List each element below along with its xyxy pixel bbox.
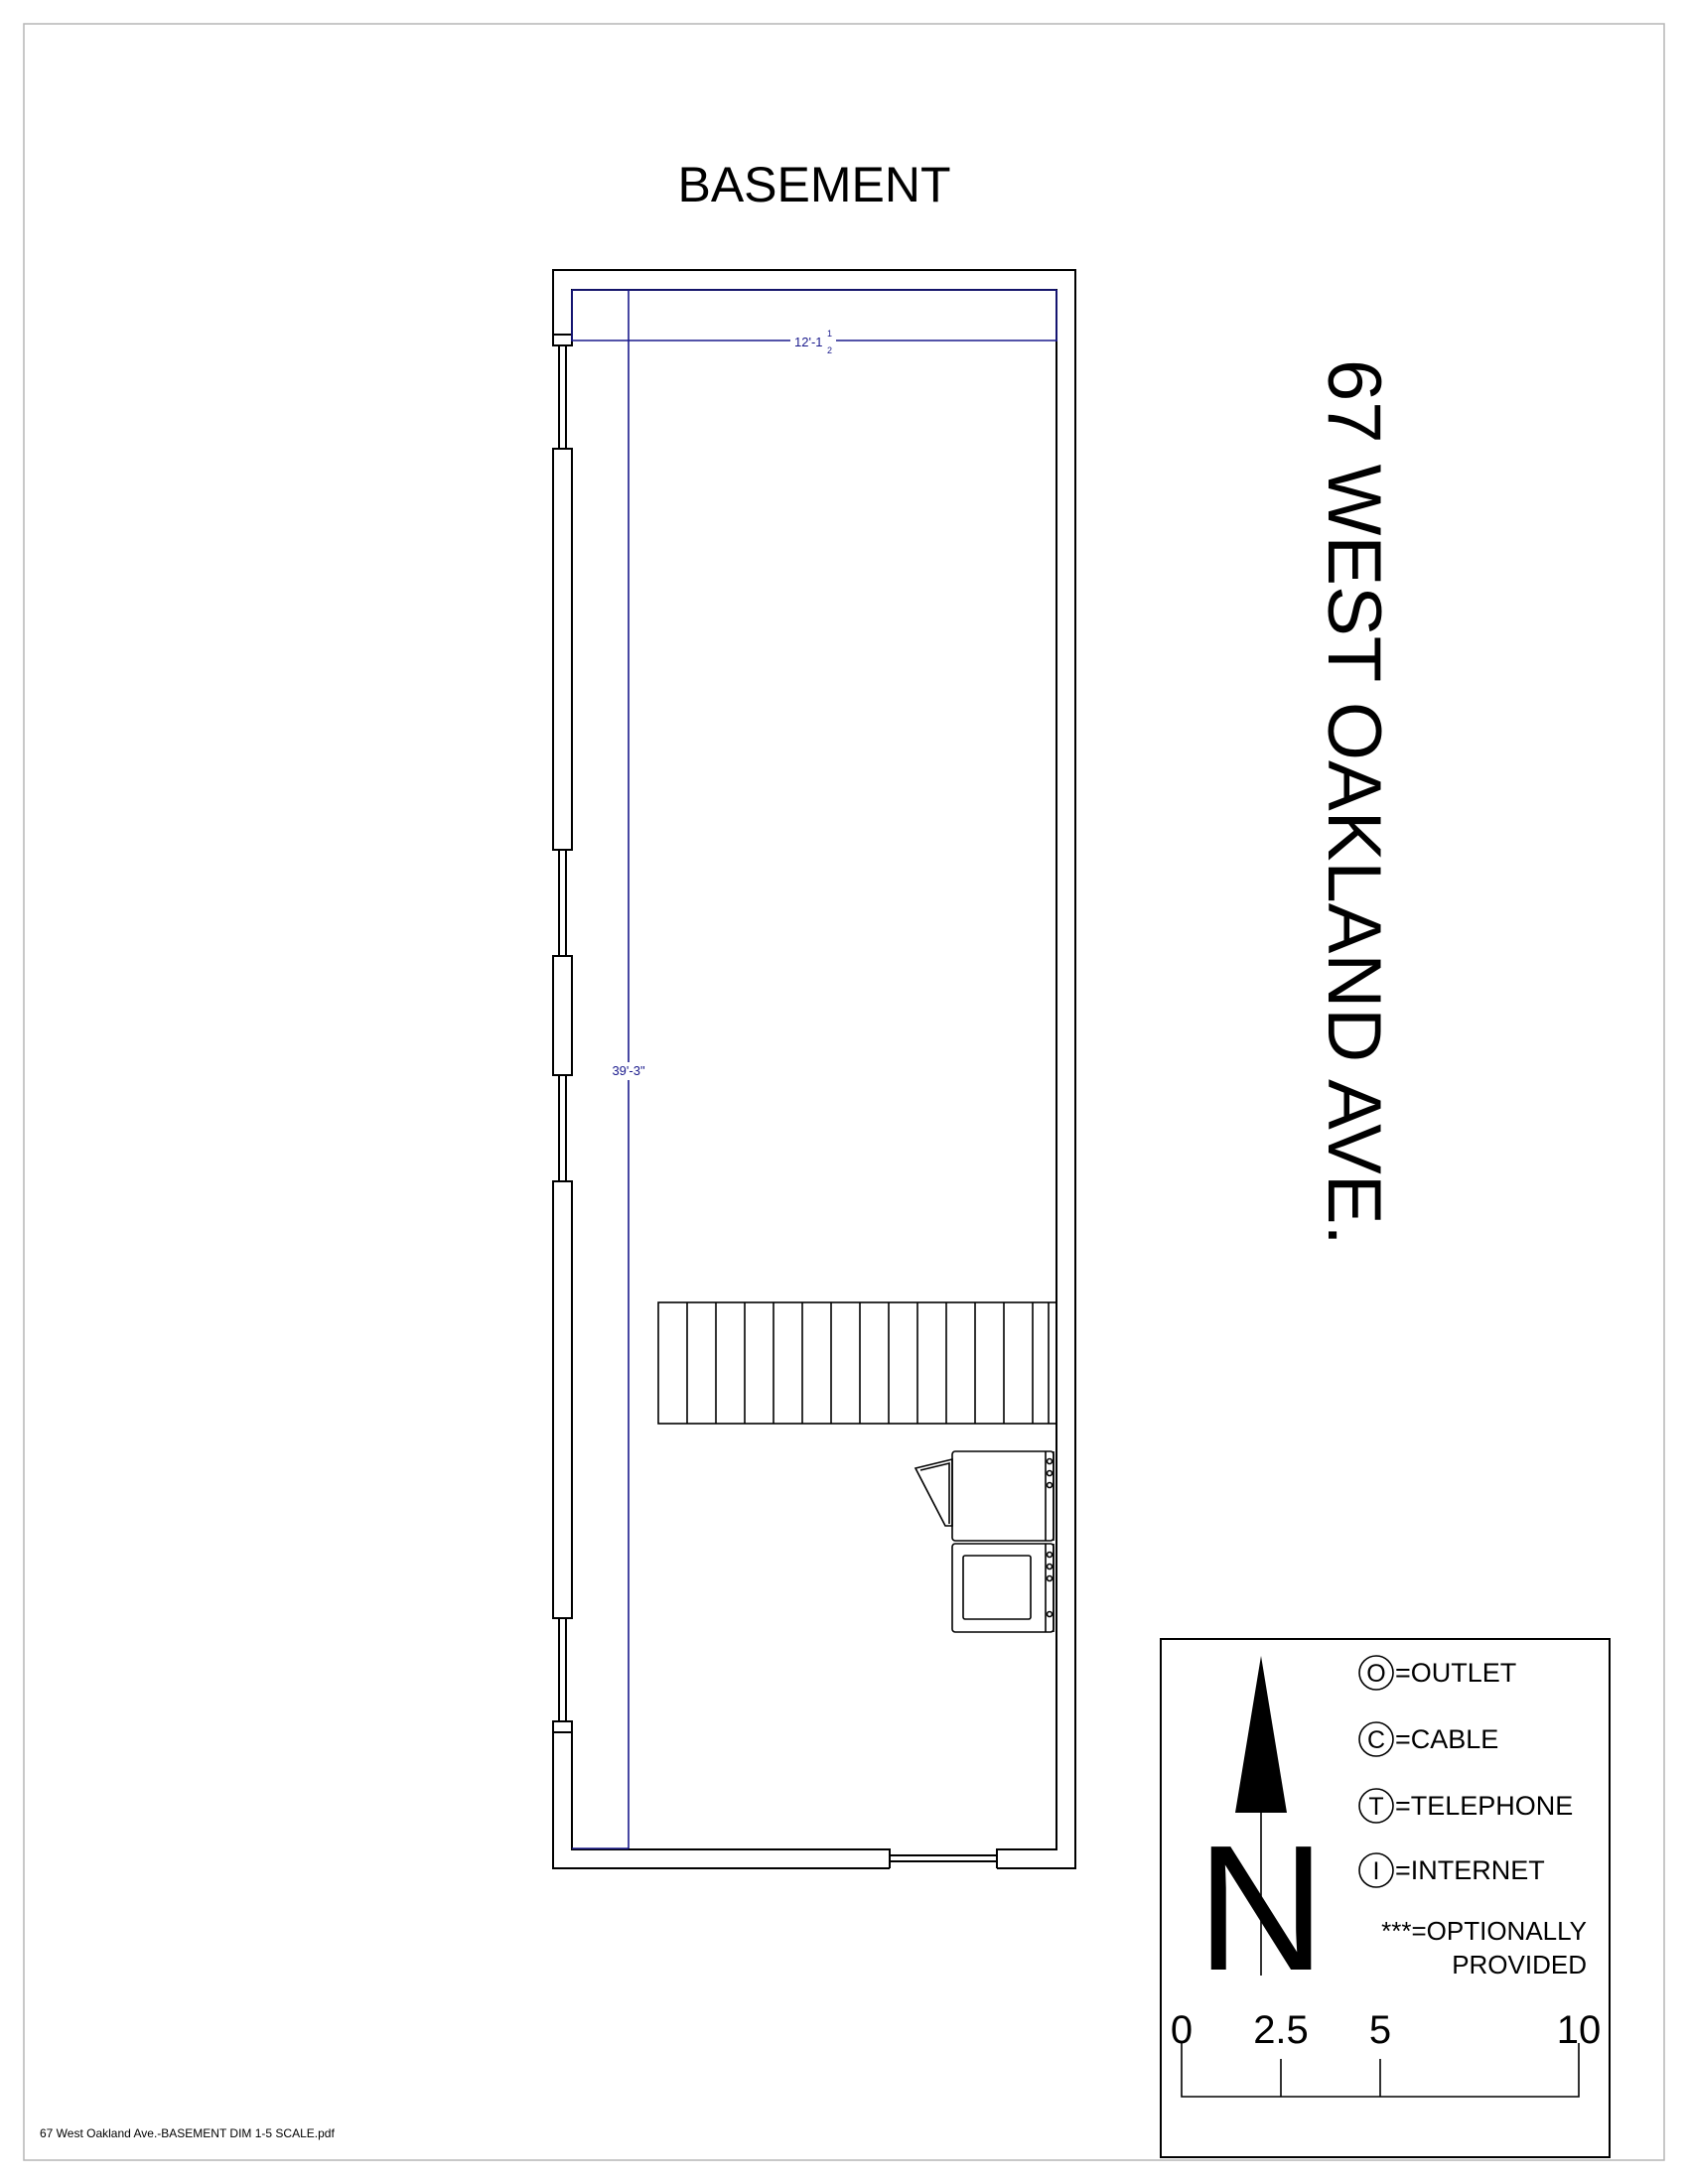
- scale-tick-label: 10: [1556, 2008, 1602, 2052]
- legend-box: [1161, 1639, 1610, 2157]
- legend-item-cable: [1359, 1722, 1498, 1756]
- scale-tick-label: 2.5: [1253, 2008, 1309, 2052]
- width-dimension-fraction-num: 1: [827, 329, 833, 339]
- legend-symbol: O: [1366, 1660, 1386, 1688]
- south-door: [890, 1847, 997, 1869]
- legend-symbol: T: [1368, 1793, 1384, 1821]
- legend-label: =CABLE: [1395, 1724, 1499, 1754]
- footer-filename: 67 West Oakland Ave.-BASEMENT DIM 1-5 SCALE.pdf: [40, 2126, 335, 2140]
- legend-symbol: C: [1366, 1726, 1386, 1754]
- address-label: 67 WEST OAKLAND AVE.: [1312, 359, 1396, 1246]
- dryer: [915, 1451, 1054, 1541]
- washer: [952, 1544, 1054, 1632]
- legend-item-telephone: [1359, 1789, 1573, 1823]
- scale-bar: [1171, 2008, 1601, 2097]
- scale-tick-label: 0: [1170, 2008, 1194, 2052]
- width-dimension: 12'-1: [794, 335, 823, 349]
- page-border: [24, 24, 1664, 2160]
- length-dimension: 39'-3": [612, 1063, 645, 1078]
- legend-label: =TELEPHONE: [1395, 1791, 1574, 1821]
- plan-title: BASEMENT: [677, 157, 951, 212]
- legend-label: =INTERNET: [1395, 1855, 1545, 1885]
- staircase: [658, 1302, 1056, 1424]
- north-letter: N: [1196, 1809, 1326, 2008]
- width-dimension-fraction-den: 2: [827, 345, 833, 355]
- legend-item-outlet: [1359, 1656, 1516, 1690]
- legend-item-internet: [1359, 1853, 1545, 1887]
- west-windows: [552, 335, 574, 1732]
- legend-symbol: I: [1372, 1857, 1380, 1885]
- optional-note-line1: ***=OPTIONALLY: [1381, 1916, 1587, 1946]
- legend-label: =OUTLET: [1395, 1658, 1517, 1688]
- optional-note-line2: PROVIDED: [1452, 1950, 1587, 1979]
- scale-tick-label: 5: [1368, 2008, 1392, 2052]
